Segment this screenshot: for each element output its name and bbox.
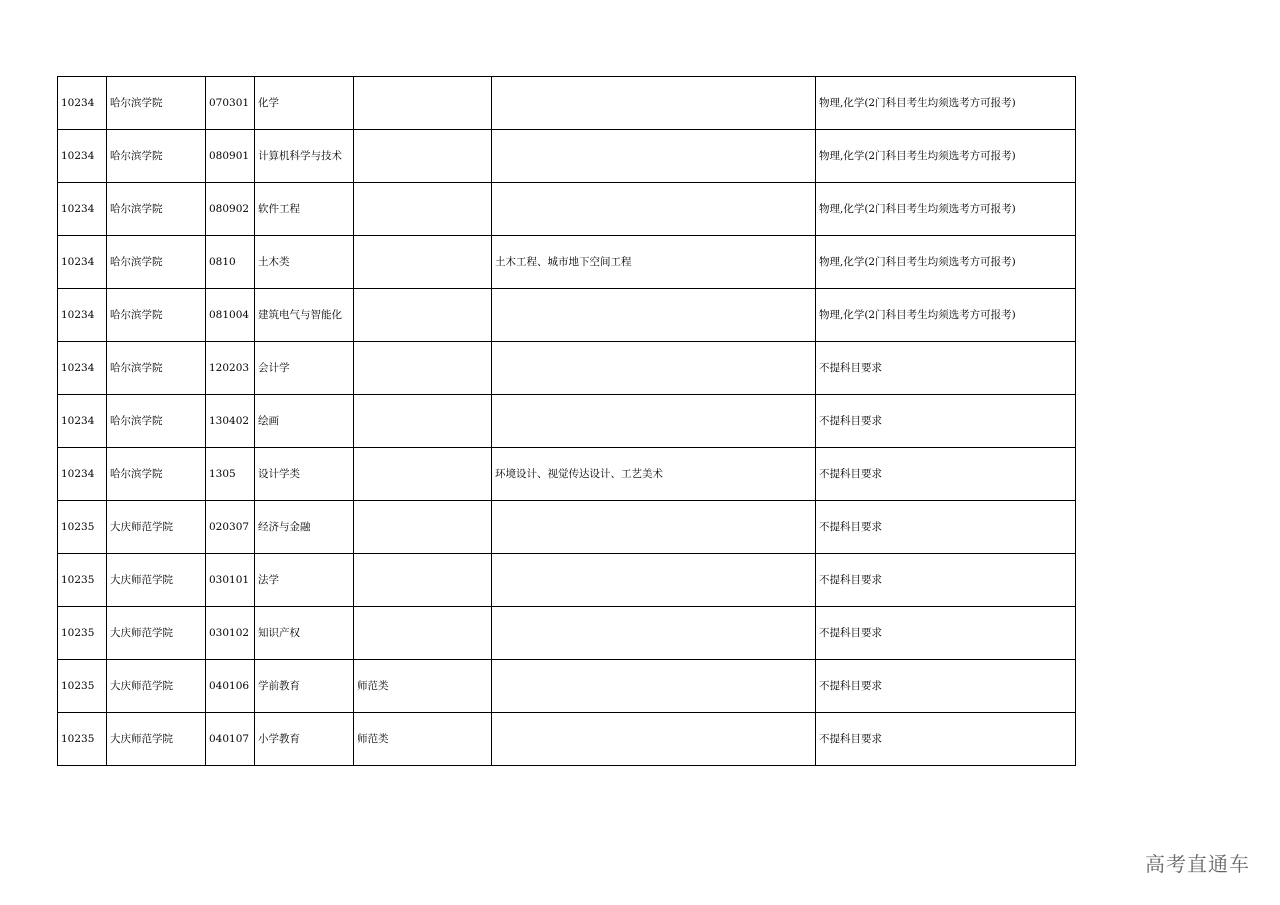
school-name-cell: 大庆师范学院 xyxy=(107,607,206,660)
table-row xyxy=(58,183,1076,236)
major-name-cell: 设计学类 xyxy=(255,448,354,501)
major-name-cell: 学前教育 xyxy=(255,660,354,713)
major-name-cell: 软件工程 xyxy=(255,183,354,236)
school-name-cell: 哈尔滨学院 xyxy=(107,342,206,395)
school-code-cell: 10234 xyxy=(58,342,107,395)
major-type-cell xyxy=(354,554,492,607)
major-name-cell: 法学 xyxy=(255,554,354,607)
subject-requirement-cell: 不提科目要求 xyxy=(816,395,1076,448)
included-majors-cell xyxy=(492,395,816,448)
subject-requirement-cell: 物理,化学(2门科目考生均须选考方可报考) xyxy=(816,130,1076,183)
school-name-cell: 大庆师范学院 xyxy=(107,554,206,607)
major-code-cell: 120203 xyxy=(206,342,255,395)
included-majors-cell xyxy=(492,289,816,342)
included-majors-cell xyxy=(492,342,816,395)
school-code-cell: 10234 xyxy=(58,130,107,183)
major-name-cell: 小学教育 xyxy=(255,713,354,766)
school-code-cell: 10234 xyxy=(58,448,107,501)
table-row xyxy=(58,448,1076,501)
included-majors-cell: 土木工程、城市地下空间工程 xyxy=(492,236,816,289)
major-code-cell: 020307 xyxy=(206,501,255,554)
included-majors-cell xyxy=(492,130,816,183)
table-row xyxy=(58,395,1076,448)
school-name-cell: 哈尔滨学院 xyxy=(107,236,206,289)
major-name-cell: 会计学 xyxy=(255,342,354,395)
subject-requirement-cell: 不提科目要求 xyxy=(816,660,1076,713)
major-name-cell: 计算机科学与技术 xyxy=(255,130,354,183)
school-code-cell: 10234 xyxy=(58,183,107,236)
school-code-cell: 10235 xyxy=(58,501,107,554)
school-name-cell: 哈尔滨学院 xyxy=(107,77,206,130)
included-majors-cell xyxy=(492,183,816,236)
subject-requirement-cell: 物理,化学(2门科目考生均须选考方可报考) xyxy=(816,183,1076,236)
included-majors-cell xyxy=(492,554,816,607)
major-code-cell: 080901 xyxy=(206,130,255,183)
subject-requirement-cell: 物理,化学(2门科目考生均须选考方可报考) xyxy=(816,289,1076,342)
subject-requirement-cell: 不提科目要求 xyxy=(816,342,1076,395)
school-code-cell: 10235 xyxy=(58,554,107,607)
included-majors-cell xyxy=(492,607,816,660)
table-row xyxy=(58,289,1076,342)
school-code-cell: 10235 xyxy=(58,660,107,713)
included-majors-cell xyxy=(492,77,816,130)
major-type-cell xyxy=(354,289,492,342)
subject-requirement-cell: 物理,化学(2门科目考生均须选考方可报考) xyxy=(816,236,1076,289)
major-code-cell: 080902 xyxy=(206,183,255,236)
school-name-cell: 哈尔滨学院 xyxy=(107,289,206,342)
school-code-cell: 10234 xyxy=(58,236,107,289)
major-code-cell: 030101 xyxy=(206,554,255,607)
subject-requirement-cell: 不提科目要求 xyxy=(816,501,1076,554)
subject-requirement-cell: 不提科目要求 xyxy=(816,607,1076,660)
school-name-cell: 大庆师范学院 xyxy=(107,501,206,554)
major-name-cell: 土木类 xyxy=(255,236,354,289)
major-code-cell: 040106 xyxy=(206,660,255,713)
major-code-cell: 1305 xyxy=(206,448,255,501)
major-type-cell xyxy=(354,130,492,183)
subject-requirement-cell: 不提科目要求 xyxy=(816,554,1076,607)
major-name-cell: 化学 xyxy=(255,77,354,130)
school-name-cell: 哈尔滨学院 xyxy=(107,395,206,448)
major-code-cell: 030102 xyxy=(206,607,255,660)
major-type-cell xyxy=(354,183,492,236)
table-row xyxy=(58,130,1076,183)
school-code-cell: 10234 xyxy=(58,289,107,342)
major-type-cell: 师范类 xyxy=(354,713,492,766)
major-requirements-table xyxy=(57,76,1076,766)
major-code-cell: 081004 xyxy=(206,289,255,342)
major-type-cell: 师范类 xyxy=(354,660,492,713)
school-name-cell: 哈尔滨学院 xyxy=(107,448,206,501)
table-row xyxy=(58,713,1076,766)
major-name-cell: 知识产权 xyxy=(255,607,354,660)
subject-requirement-cell: 不提科目要求 xyxy=(816,713,1076,766)
major-code-cell: 0810 xyxy=(206,236,255,289)
subject-requirement-cell: 不提科目要求 xyxy=(816,448,1076,501)
subject-requirement-cell: 物理,化学(2门科目考生均须选考方可报考) xyxy=(816,77,1076,130)
school-name-cell: 大庆师范学院 xyxy=(107,660,206,713)
included-majors-cell xyxy=(492,501,816,554)
major-code-cell: 130402 xyxy=(206,395,255,448)
school-name-cell: 哈尔滨学院 xyxy=(107,130,206,183)
major-type-cell xyxy=(354,607,492,660)
major-type-cell xyxy=(354,236,492,289)
school-name-cell: 哈尔滨学院 xyxy=(107,183,206,236)
school-code-cell: 10235 xyxy=(58,607,107,660)
major-type-cell xyxy=(354,342,492,395)
school-name-cell: 大庆师范学院 xyxy=(107,713,206,766)
school-code-cell: 10234 xyxy=(58,77,107,130)
table-row xyxy=(58,236,1076,289)
major-type-cell xyxy=(354,395,492,448)
major-name-cell: 建筑电气与智能化 xyxy=(255,289,354,342)
table-body xyxy=(58,77,1076,766)
table-row xyxy=(58,554,1076,607)
major-name-cell: 经济与金融 xyxy=(255,501,354,554)
included-majors-cell xyxy=(492,713,816,766)
major-code-cell: 040107 xyxy=(206,713,255,766)
included-majors-cell xyxy=(492,660,816,713)
table-row xyxy=(58,77,1076,130)
school-code-cell: 10234 xyxy=(58,395,107,448)
watermark-text: 高考直通车 xyxy=(1145,852,1250,876)
table-row xyxy=(58,607,1076,660)
major-name-cell: 绘画 xyxy=(255,395,354,448)
table-row xyxy=(58,342,1076,395)
major-type-cell xyxy=(354,501,492,554)
table-row xyxy=(58,660,1076,713)
school-code-cell: 10235 xyxy=(58,713,107,766)
table-row xyxy=(58,501,1076,554)
major-type-cell xyxy=(354,77,492,130)
included-majors-cell: 环境设计、视觉传达设计、工艺美术 xyxy=(492,448,816,501)
major-type-cell xyxy=(354,448,492,501)
major-code-cell: 070301 xyxy=(206,77,255,130)
